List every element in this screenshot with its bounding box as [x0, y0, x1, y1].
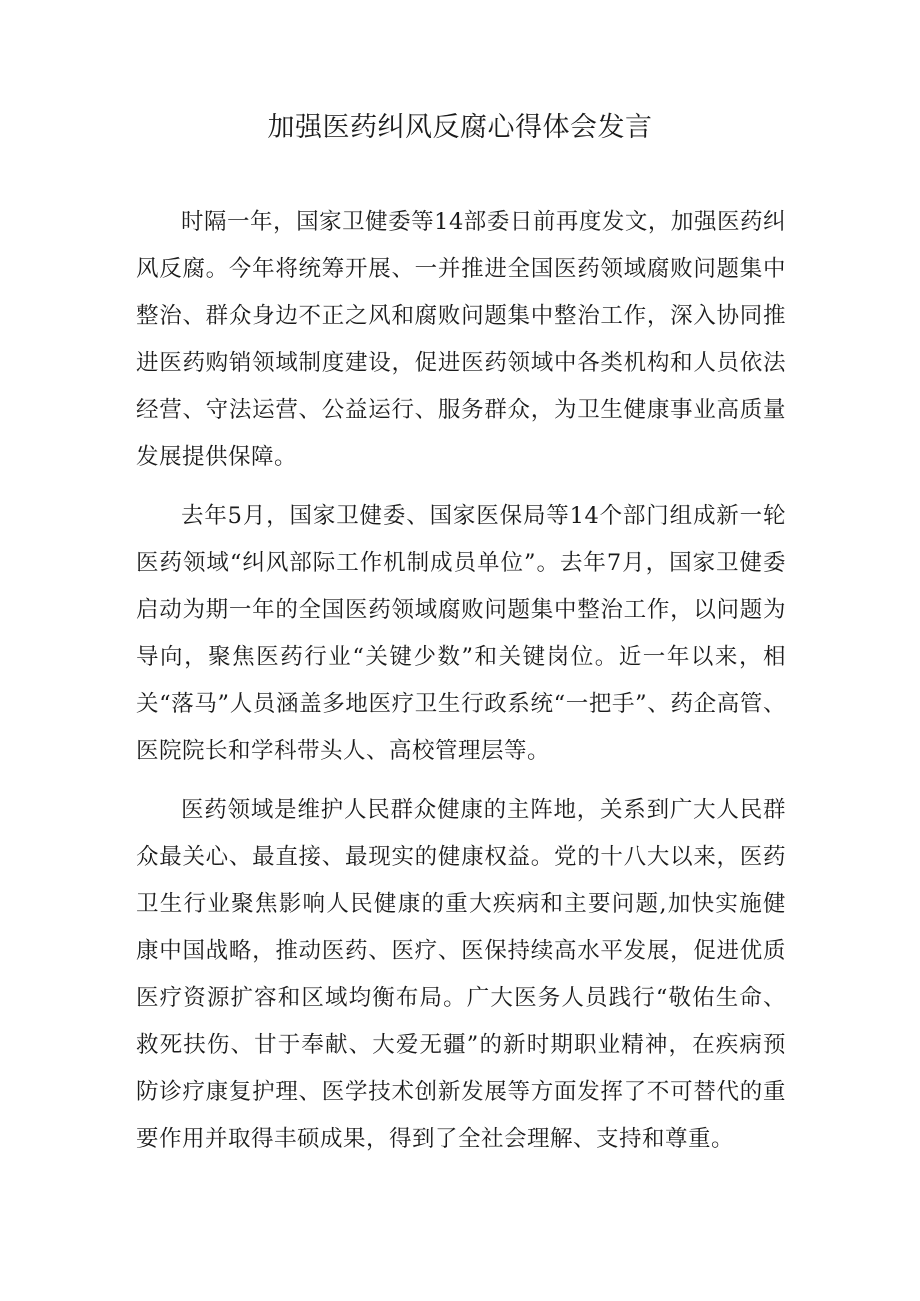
- paragraph-1: 时隔一年，国家卫健委等14部委日前再度发文，加强医药纠风反腐。今年将统筹开展、一并推进全国医药领域腐败问题集中整治、群众身边不正之风和腐败问题集中整治工作，深入协同推进医药购销领域制度建设，促进医药领域中各类机构和人员依法经营、守法运营、公益运行、服务群众，为卫生健康事业高质量发展提供保障。: [136, 209, 786, 470]
- document-body: [136, 199, 786, 1175]
- paragraph-2: 去年5月，国家卫健委、国家医保局等14个部门组成新一轮医药领域“纠风部际工作机制成员单位”。去年7月，国家卫健委启动为期一年的全国医药领域腐败问题集中整治工作，以问题为导向，聚焦医药行业“关键少数”和关键岗位。近一年以来，相关“落马”人员涵盖多地医疗卫生行政系统“一把手”、药企高管、医院院长和学科带头人、高校管理层等。: [136, 503, 786, 764]
- paragraph-3: 医药领域是维护人民群众健康的主阵地，关系到广大人民群众最关心、最直接、最现实的健康权益。党的十八大以来，医药卫生行业聚焦影响人民健康的重大疾病和主要问题,加快实施健康中国战略，推动医药、医疗、医保持续高水平发展，促进优质医疗资源扩容和区域均衡布局。广大医务人员践行“敬佑生命、救死扶伤、甘于奉献、大爱无疆”的新时期职业精神，在疾病预防诊疗康复护理、医学技术创新发展等方面发挥了不可替代的重要作用并取得丰硕成果，得到了全社会理解、支持和尊重。: [136, 797, 786, 1152]
- document-title: 加强医药纠风反腐心得体会发言: [267, 112, 653, 143]
